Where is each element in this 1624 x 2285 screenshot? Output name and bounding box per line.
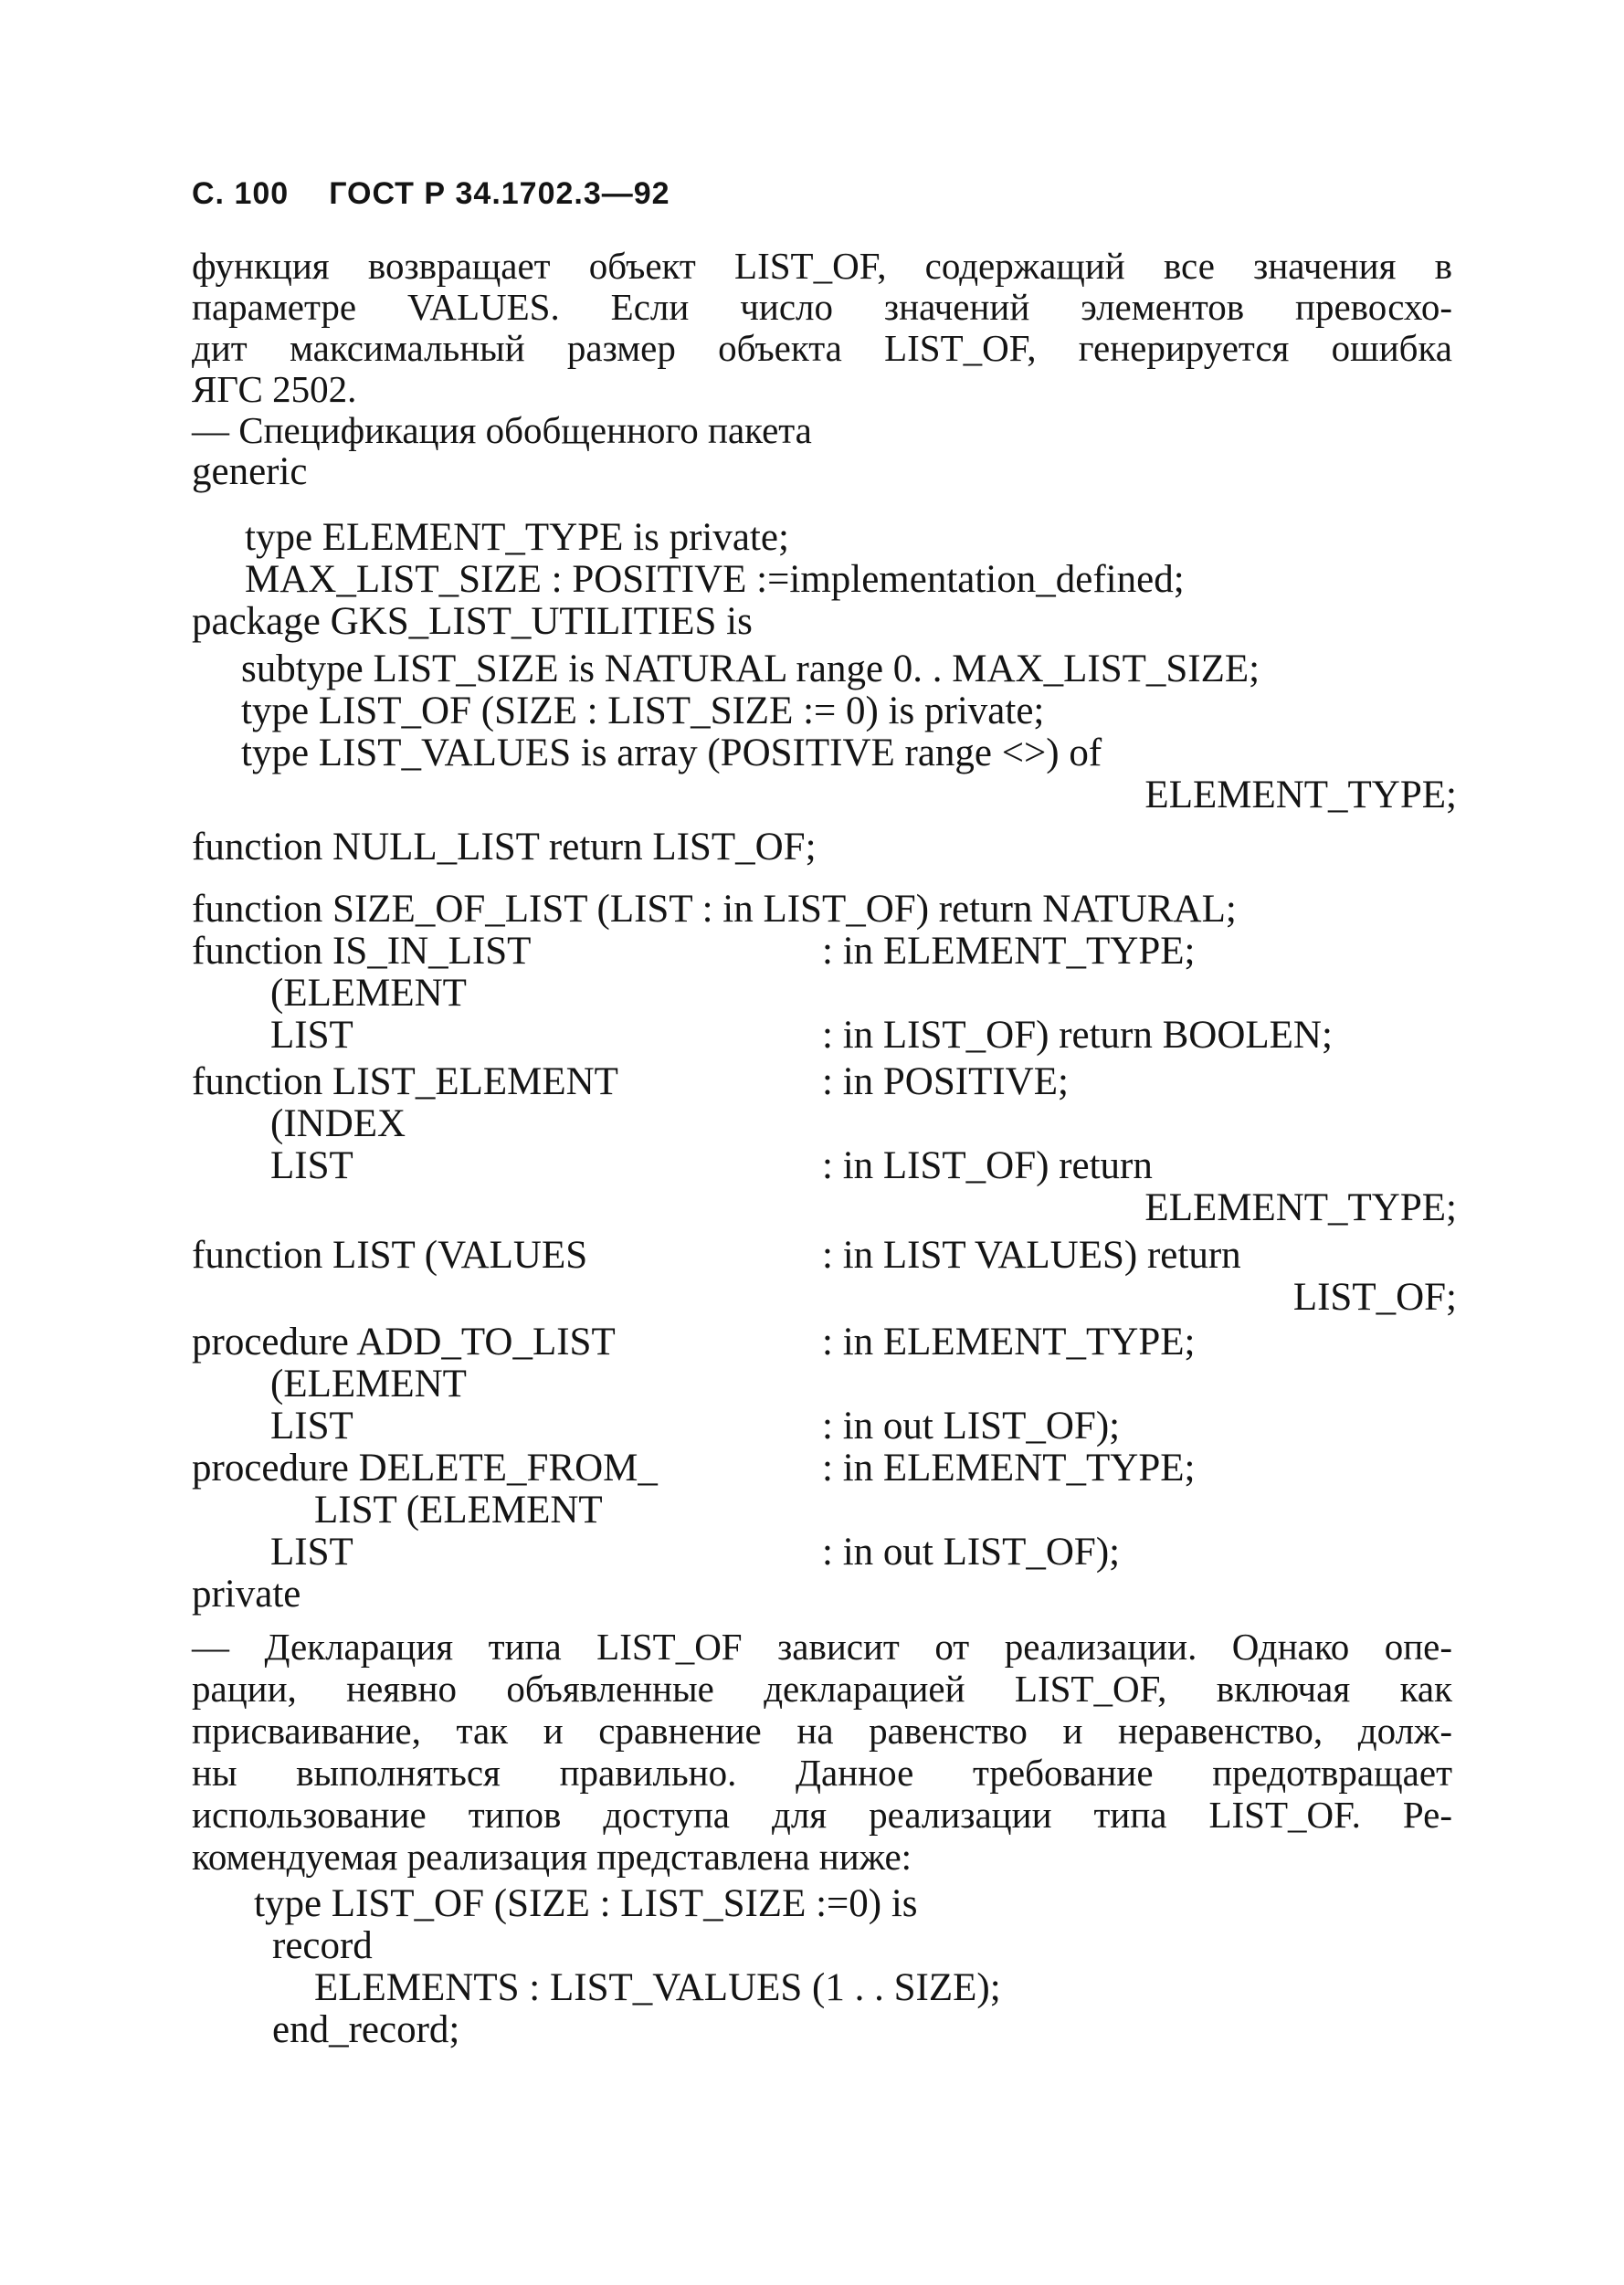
code-list-element-ret: ELEMENT_TYPE; [1144, 1186, 1457, 1229]
code-list-fn-ret: LIST_OF; [1292, 1276, 1457, 1319]
code-add-to-list-type2: : in out LIST_OF); [822, 1405, 1121, 1448]
code-is-in-list-arg1: (ELEMENT [270, 972, 467, 1015]
code-is-in-list-type1: : in ELEMENT_TYPE; [822, 930, 1196, 973]
standard-number: ГОСТ Р 34.1702.3—92 [329, 176, 670, 211]
declaration-line-6: комендуемая реализация представлена ниже: [192, 1836, 912, 1878]
code-null-list: function NULL_LIST return LIST_OF; [192, 826, 817, 869]
declaration-line-2: рации, неявно объявленные декларацией LIST_OF, включая как [192, 1668, 1452, 1710]
intro-line-4: ЯГС 2502. [192, 368, 357, 410]
code-list-element-arg2: LIST [270, 1144, 353, 1187]
intro-line-2: параметре VALUES. Если число значений элементов превосхо- [192, 286, 1452, 328]
code-is-in-list: function IS_IN_LIST [192, 930, 532, 973]
impl-line-2: record [272, 1924, 373, 1967]
code-size-of-list: function SIZE_OF_LIST (LIST : in LIST_OF) return NATURAL; [192, 888, 1237, 931]
code-list-fn-type1: : in LIST VALUES) return [822, 1234, 1241, 1277]
code-max-list-size: MAX_LIST_SIZE : POSITIVE :=implementation_defined; [245, 558, 1185, 601]
code-delete-from-list: procedure DELETE_FROM_ [192, 1447, 658, 1490]
code-subtype: subtype LIST_SIZE is NATURAL range 0. . MAX_LIST_SIZE; [241, 648, 1260, 690]
code-generic: generic [192, 450, 308, 493]
code-list-element: function LIST_ELEMENT [192, 1060, 618, 1103]
page-header [192, 176, 670, 212]
code-add-to-list-arg2: LIST [270, 1405, 353, 1448]
code-is-in-list-arg2: LIST [270, 1014, 353, 1057]
code-delete-from-list-type2: : in out LIST_OF); [822, 1531, 1121, 1574]
code-delete-from-list-name2: LIST (ELEMENT [314, 1489, 603, 1532]
code-type-list-values-cont: ELEMENT_TYPE; [1144, 774, 1457, 816]
page-number: С. 100 [192, 176, 290, 211]
intro-line-5: — Спецификация обобщенного пакета [192, 409, 812, 451]
code-add-to-list-arg1: (ELEMENT [270, 1363, 467, 1406]
code-type-element: type ELEMENT_TYPE is private; [245, 516, 789, 559]
code-list-element-type1: : in POSITIVE; [822, 1060, 1069, 1103]
impl-line-4: end_record; [272, 2008, 460, 2051]
impl-line-1: type LIST_OF (SIZE : LIST_SIZE :=0) is [254, 1882, 918, 1925]
declaration-line-3: присваивание, так и сравнение на равенство и неравенство, долж- [192, 1710, 1452, 1752]
code-is-in-list-type2: : in LIST_OF) return BOOLEN; [822, 1014, 1333, 1057]
code-type-list-of: type LIST_OF (SIZE : LIST_SIZE := 0) is private; [241, 690, 1045, 732]
code-type-list-values: type LIST_VALUES is array (POSITIVE range <>) of [241, 732, 1102, 774]
declaration-line-4: ны выполняться правильно. Данное требование предотвращает [192, 1752, 1452, 1794]
code-delete-from-list-type1: : in ELEMENT_TYPE; [822, 1447, 1196, 1490]
intro-line-1: функция возвращает объект LIST_OF, содержащий все значения в [192, 245, 1452, 287]
code-list-element-arg1: (INDEX [270, 1102, 406, 1145]
code-list-element-type2: : in LIST_OF) return [822, 1144, 1153, 1187]
impl-line-3: ELEMENTS : LIST_VALUES (1 . . SIZE); [314, 1966, 1001, 2009]
code-add-to-list-type1: : in ELEMENT_TYPE; [822, 1321, 1196, 1364]
code-list-fn: function LIST (VALUES [192, 1234, 588, 1277]
code-package: package GKS_LIST_UTILITIES is [192, 600, 753, 643]
declaration-line-5: использование типов доступа для реализации типа LIST_OF. Ре- [192, 1794, 1452, 1836]
code-delete-from-list-arg2: LIST [270, 1531, 353, 1574]
declaration-line-1: — Декларация типа LIST_OF зависит от реализации. Однако опе- [192, 1626, 1452, 1668]
intro-line-3: дит максимальный размер объекта LIST_OF, генерируется ошибка [192, 327, 1452, 369]
code-private: private [192, 1573, 301, 1616]
code-add-to-list: procedure ADD_TO_LIST [192, 1321, 616, 1364]
